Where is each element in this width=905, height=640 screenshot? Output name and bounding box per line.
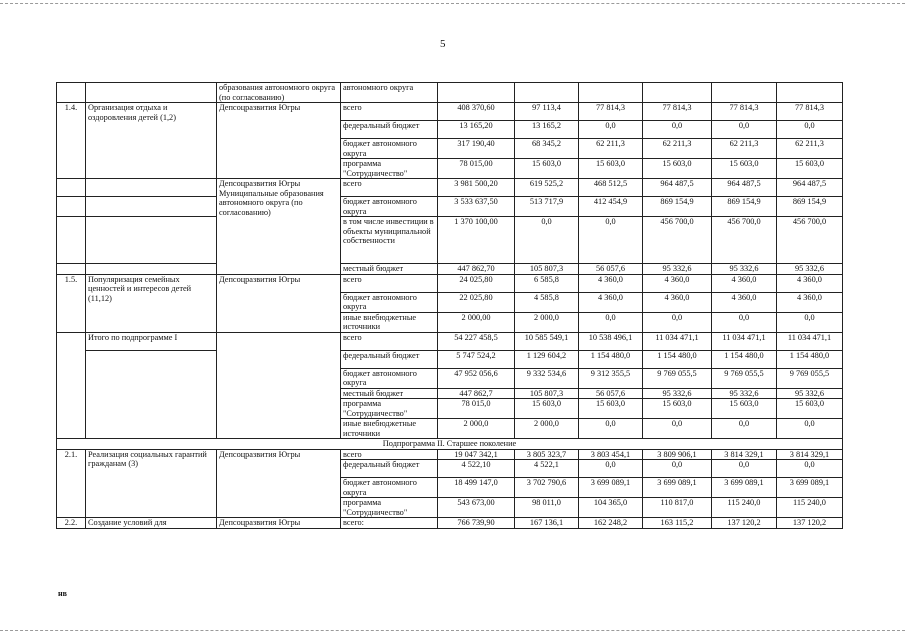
amount-cell: 15 603,0: [643, 399, 712, 419]
amount-cell: 95 332,6: [712, 264, 777, 275]
amount-cell: 54 227 458,5: [438, 332, 515, 350]
measure-name: Создание условий для: [86, 518, 217, 529]
table-row: [57, 449, 843, 460]
funding-source: местный бюджет: [341, 264, 438, 275]
amount-cell: 15 603,0: [712, 399, 777, 419]
executor: Депсоцразвития Югры: [217, 103, 341, 179]
amount-cell: 0,0: [712, 312, 777, 332]
amount-cell: 11 034 471,1: [777, 332, 843, 350]
row-number: [57, 332, 86, 439]
funding-source: бюджет автономного округа: [341, 197, 438, 217]
amount-cell: 2 000,0: [515, 312, 579, 332]
amount-cell: 95 332,6: [712, 388, 777, 399]
amount-cell: 0,0: [643, 312, 712, 332]
amount-cell: 4 522,10: [438, 460, 515, 478]
measure-name: [86, 217, 217, 264]
amount-cell: 4 360,0: [579, 292, 643, 312]
amount-cell: 1 370 100,00: [438, 217, 515, 264]
amount-cell: [712, 83, 777, 103]
funding-source: местный бюджет: [341, 388, 438, 399]
amount-cell: 56 057,6: [579, 264, 643, 275]
funding-source: всего: [341, 449, 438, 460]
amount-cell: 13 165,20: [438, 121, 515, 139]
amount-cell: 62 211,3: [579, 139, 643, 159]
amount-cell: 95 332,6: [777, 388, 843, 399]
row-number: [57, 83, 86, 103]
amount-cell: 15 603,0: [515, 159, 579, 179]
measure-name: [86, 83, 217, 103]
footer-mark: нв: [58, 589, 67, 598]
amount-cell: 3 702 790,6: [515, 478, 579, 498]
funding-source: в том числе инвестиции в объекты муниципальной собственности: [341, 217, 438, 264]
funding-source: всего: [341, 103, 438, 121]
amount-cell: 105 807,3: [515, 264, 579, 275]
row-number: [57, 217, 86, 264]
amount-cell: 619 525,2: [515, 179, 579, 197]
amount-cell: 0,0: [579, 312, 643, 332]
amount-cell: 543 673,00: [438, 498, 515, 518]
amount-cell: 9 312 355,5: [579, 368, 643, 388]
amount-cell: 9 769 055,5: [643, 368, 712, 388]
measure-name: Популяризация семейных ценностей и интересов детей (11,12): [86, 274, 217, 332]
financing-table: [56, 82, 843, 529]
funding-source: федеральный бюджет: [341, 350, 438, 368]
amount-cell: 456 700,0: [777, 217, 843, 264]
row-number: 1.5.: [57, 274, 86, 332]
amount-cell: 468 512,5: [579, 179, 643, 197]
amount-cell: 68 345,2: [515, 139, 579, 159]
amount-cell: 4 360,0: [712, 292, 777, 312]
amount-cell: 5 747 524,2: [438, 350, 515, 368]
amount-cell: 317 190,40: [438, 139, 515, 159]
measure-name: [86, 350, 217, 439]
amount-cell: 0,0: [777, 419, 843, 439]
amount-cell: 97 113,4: [515, 103, 579, 121]
funding-source: иные внебюджетные источники: [341, 419, 438, 439]
amount-cell: 869 154,9: [643, 197, 712, 217]
amount-cell: 0,0: [515, 217, 579, 264]
amount-cell: 3 803 454,1: [579, 449, 643, 460]
table-row: [57, 83, 843, 103]
funding-source: бюджет автономного округа: [341, 478, 438, 498]
amount-cell: 110 817,0: [643, 498, 712, 518]
amount-cell: 11 034 471,1: [643, 332, 712, 350]
table-row: [57, 518, 843, 529]
amount-cell: 3 699 089,1: [643, 478, 712, 498]
funding-source: всего: [341, 332, 438, 350]
funding-source: автономного округа: [341, 83, 438, 103]
table-row: [57, 350, 843, 368]
amount-cell: 2 000,0: [515, 419, 579, 439]
amount-cell: 1 129 604,2: [515, 350, 579, 368]
amount-cell: [579, 83, 643, 103]
funding-source: всего: [341, 179, 438, 197]
executor: образования автономного округа (по согласованию): [217, 83, 341, 103]
amount-cell: 3 809 906,1: [643, 449, 712, 460]
amount-cell: 456 700,0: [643, 217, 712, 264]
amount-cell: 0,0: [777, 312, 843, 332]
amount-cell: 4 585,8: [515, 292, 579, 312]
amount-cell: 412 454,9: [579, 197, 643, 217]
funding-source: бюджет автономного округа: [341, 139, 438, 159]
funding-source: федеральный бюджет: [341, 460, 438, 478]
amount-cell: 4 360,0: [643, 274, 712, 292]
amount-cell: 98 011,0: [515, 498, 579, 518]
amount-cell: 1 154 480,0: [643, 350, 712, 368]
measure-name: [86, 179, 217, 197]
amount-cell: 15 603,0: [777, 399, 843, 419]
amount-cell: 869 154,9: [777, 197, 843, 217]
amount-cell: 0,0: [579, 460, 643, 478]
executor: Депсоцразвития Югры: [217, 449, 341, 518]
table-row: [57, 179, 843, 197]
amount-cell: 0,0: [712, 460, 777, 478]
amount-cell: 0,0: [712, 121, 777, 139]
amount-cell: 95 332,6: [643, 388, 712, 399]
amount-cell: 15 603,0: [579, 399, 643, 419]
amount-cell: 3 814 329,1: [777, 449, 843, 460]
funding-source: бюджет автономного округа: [341, 368, 438, 388]
amount-cell: 9 769 055,5: [712, 368, 777, 388]
table-row: [57, 264, 843, 275]
amount-cell: 2 000,00: [438, 312, 515, 332]
amount-cell: 115 240,0: [777, 498, 843, 518]
amount-cell: 3 814 329,1: [712, 449, 777, 460]
amount-cell: 4 360,0: [643, 292, 712, 312]
measure-name: Организация отдыха и оздоровления детей (1,2): [86, 103, 217, 179]
amount-cell: 115 240,0: [712, 498, 777, 518]
amount-cell: 0,0: [643, 460, 712, 478]
amount-cell: 0,0: [643, 419, 712, 439]
amount-cell: 137 120,2: [777, 518, 843, 529]
measure-name: Итого по подпрограмме I: [86, 332, 217, 350]
amount-cell: 964 487,5: [712, 179, 777, 197]
amount-cell: 77 814,3: [579, 103, 643, 121]
amount-cell: 137 120,2: [712, 518, 777, 529]
amount-cell: 167 136,1: [515, 518, 579, 529]
amount-cell: 4 360,0: [777, 274, 843, 292]
amount-cell: 4 360,0: [712, 274, 777, 292]
amount-cell: 1 154 480,0: [712, 350, 777, 368]
amount-cell: 15 603,0: [643, 159, 712, 179]
amount-cell: 18 499 147,0: [438, 478, 515, 498]
row-number: [57, 197, 86, 217]
amount-cell: 0,0: [777, 460, 843, 478]
row-number: 1.4.: [57, 103, 86, 179]
row-number: [57, 179, 86, 197]
amount-cell: 15 603,0: [515, 399, 579, 419]
table-row: [57, 332, 843, 350]
amount-cell: 78 015,0: [438, 399, 515, 419]
amount-cell: 62 211,3: [777, 139, 843, 159]
amount-cell: 447 862,70: [438, 264, 515, 275]
amount-cell: 3 981 500,20: [438, 179, 515, 197]
amount-cell: 964 487,5: [777, 179, 843, 197]
funding-source: иные внебюджетные источники: [341, 312, 438, 332]
row-number: 2.2.: [57, 518, 86, 529]
measure-name: Реализация социальных гарантий гражданам (3): [86, 449, 217, 518]
amount-cell: 513 717,9: [515, 197, 579, 217]
table-row: [57, 217, 843, 264]
amount-cell: 56 057,6: [579, 388, 643, 399]
amount-cell: 869 154,9: [712, 197, 777, 217]
amount-cell: 24 025,80: [438, 274, 515, 292]
amount-cell: 766 739,90: [438, 518, 515, 529]
table-row: [57, 103, 843, 121]
amount-cell: 0,0: [777, 121, 843, 139]
amount-cell: 0,0: [712, 419, 777, 439]
subprogram-2-header: Подпрограмма II. Старшее поколение: [57, 439, 843, 450]
amount-cell: [515, 83, 579, 103]
amount-cell: 408 370,60: [438, 103, 515, 121]
page-number: 5: [440, 38, 446, 50]
executor: Депсоцразвития Югры: [217, 274, 341, 332]
amount-cell: 15 603,0: [579, 159, 643, 179]
amount-cell: 19 047 342,1: [438, 449, 515, 460]
row-number: 2.1.: [57, 449, 86, 518]
scan-edge-bottom: [0, 630, 905, 631]
amount-cell: 62 211,3: [712, 139, 777, 159]
table-row: [57, 274, 843, 292]
scan-edge-top: [0, 3, 905, 4]
amount-cell: 3 533 637,50: [438, 197, 515, 217]
amount-cell: 95 332,6: [643, 264, 712, 275]
amount-cell: 77 814,3: [712, 103, 777, 121]
amount-cell: [643, 83, 712, 103]
amount-cell: 11 034 471,1: [712, 332, 777, 350]
amount-cell: 0,0: [579, 121, 643, 139]
amount-cell: 0,0: [579, 217, 643, 264]
amount-cell: 77 814,3: [777, 103, 843, 121]
funding-source: программа "Сотрудничество": [341, 498, 438, 518]
amount-cell: 3 699 089,1: [777, 478, 843, 498]
amount-cell: 62 211,3: [643, 139, 712, 159]
amount-cell: 3 699 089,1: [579, 478, 643, 498]
table-row: [57, 197, 843, 217]
amount-cell: 1 154 480,0: [777, 350, 843, 368]
funding-source: всего: [341, 274, 438, 292]
amount-cell: 0,0: [643, 121, 712, 139]
amount-cell: 3 805 323,7: [515, 449, 579, 460]
amount-cell: 9 769 055,5: [777, 368, 843, 388]
executor: [217, 332, 341, 439]
amount-cell: 162 248,2: [579, 518, 643, 529]
amount-cell: 47 952 056,6: [438, 368, 515, 388]
amount-cell: 9 332 534,6: [515, 368, 579, 388]
amount-cell: [438, 83, 515, 103]
amount-cell: 456 700,0: [712, 217, 777, 264]
amount-cell: 6 585,8: [515, 274, 579, 292]
funding-source: программа "Сотрудничество": [341, 399, 438, 419]
funding-source: всего:: [341, 518, 438, 529]
funding-source: бюджет автономного округа: [341, 292, 438, 312]
amount-cell: 10 538 496,1: [579, 332, 643, 350]
amount-cell: 13 165,2: [515, 121, 579, 139]
amount-cell: 3 699 089,1: [712, 478, 777, 498]
amount-cell: 4 360,0: [777, 292, 843, 312]
amount-cell: 447 862,7: [438, 388, 515, 399]
amount-cell: 78 015,00: [438, 159, 515, 179]
amount-cell: 2 000,0: [438, 419, 515, 439]
amount-cell: 105 807,3: [515, 388, 579, 399]
amount-cell: [777, 83, 843, 103]
amount-cell: 1 154 480,0: [579, 350, 643, 368]
amount-cell: 15 603,0: [712, 159, 777, 179]
executor: Депсоцразвития Югры Муниципальные образования автономного округа (по согласованию): [217, 179, 341, 275]
row-number: [57, 264, 86, 275]
funding-source: федеральный бюджет: [341, 121, 438, 139]
amount-cell: 4 522,1: [515, 460, 579, 478]
amount-cell: 4 360,0: [579, 274, 643, 292]
measure-name: [86, 197, 217, 217]
amount-cell: 964 487,5: [643, 179, 712, 197]
amount-cell: 0,0: [579, 419, 643, 439]
amount-cell: 163 115,2: [643, 518, 712, 529]
amount-cell: 104 365,0: [579, 498, 643, 518]
amount-cell: 22 025,80: [438, 292, 515, 312]
executor: Депсоцразвития Югры: [217, 518, 341, 529]
amount-cell: 77 814,3: [643, 103, 712, 121]
amount-cell: 15 603,0: [777, 159, 843, 179]
amount-cell: 95 332,6: [777, 264, 843, 275]
funding-source: программа "Сотрудничество": [341, 159, 438, 179]
measure-name: [86, 264, 217, 275]
amount-cell: 10 585 549,1: [515, 332, 579, 350]
